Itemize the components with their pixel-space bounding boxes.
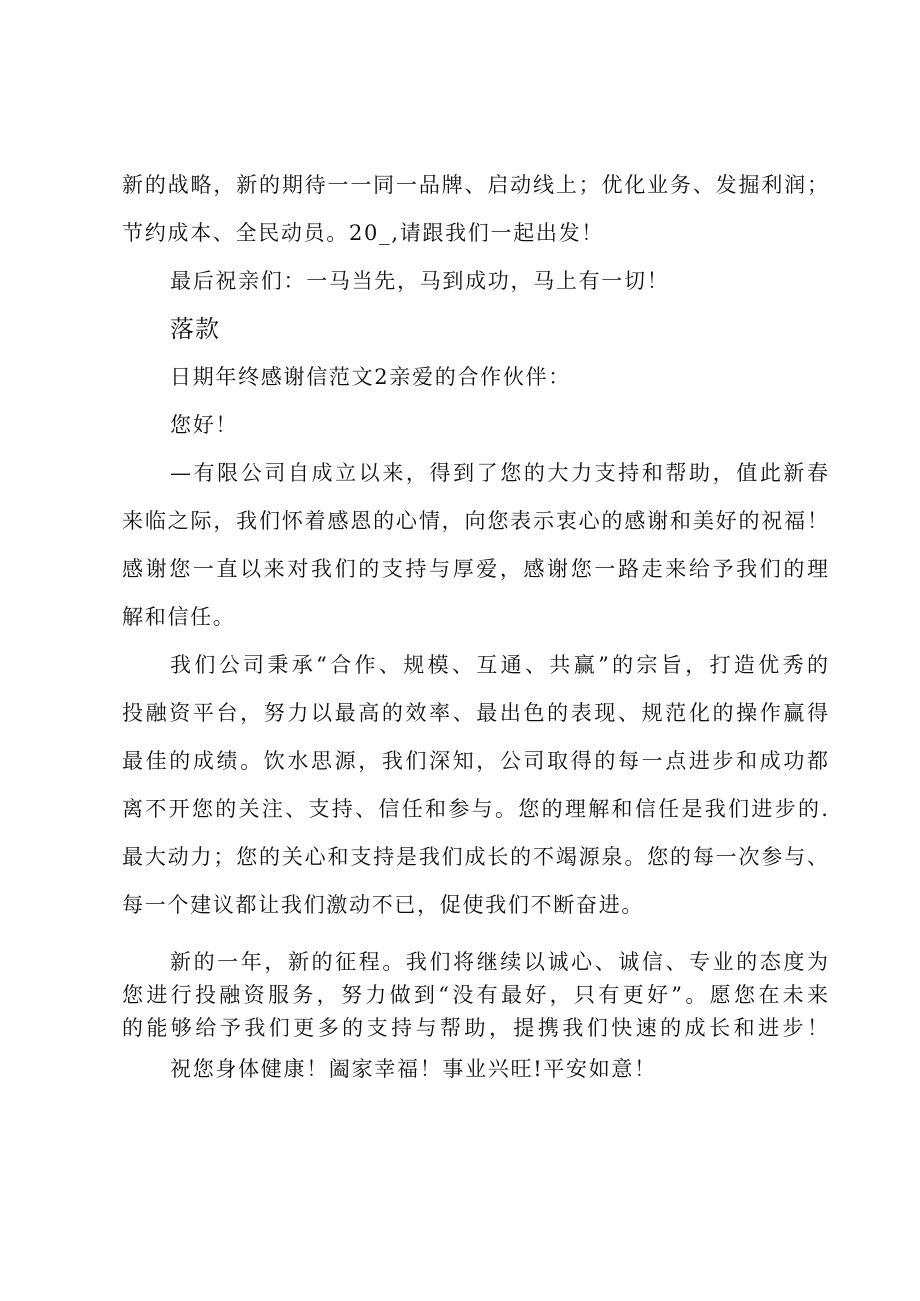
text-line: 每一个建议都让我们激动不已，促使我们不断奋进。	[122, 893, 645, 917]
text-line: 我们公司秉承“合作、规模、互通、共赢”的宗旨，打造优秀的	[170, 653, 828, 677]
paragraph-1	[122, 449, 828, 641]
text-line: 感谢您一直以来对我们的支持与厚爱，感谢您一路走来给予我们的理	[122, 557, 828, 581]
text-line: 最大动力；您的关心和支持是我们成长的不竭源泉。您的每一次参与、	[122, 845, 828, 869]
text-line: 新的一年，新的征程。我们将继续以诚心、诚信、专业的态度为	[170, 950, 828, 974]
text-line: 来临之际，我们怀着感恩的心情，向您表示衷心的感谢和美好的祝福！	[122, 509, 828, 533]
paragraph-3	[122, 946, 828, 1045]
paragraph-2	[122, 641, 828, 929]
text-line: —有限公司自成立以来，得到了您的大力支持和帮助，值此新春	[170, 461, 828, 485]
text-line: 节约成本、全民动员。20_,请跟我们一起出发！	[122, 221, 604, 245]
letter-heading: 日期年终感谢信范文2亲爱的合作伙伴：	[170, 365, 571, 389]
text-line: 解和信任。	[122, 605, 236, 629]
text-line: 您进行投融资服务，努力做到“没有最好，只有更好”。愿您在未来	[122, 983, 828, 1007]
text-line: 的能够给予我们更多的支持与帮助，提携我们快速的成长和进步！	[122, 1016, 828, 1040]
intro-paragraph	[122, 161, 828, 257]
signature-label: 落款	[170, 315, 220, 343]
wish-line: 最后祝亲们：一马当先，马到成功，马上有一切！	[170, 269, 670, 293]
greeting-line: 您好！	[170, 413, 239, 437]
document-body	[122, 161, 828, 1093]
text-line: 最佳的成绩。饮水思源，我们深知，公司取得的每一点进步和成功都	[122, 749, 828, 773]
text-line: 新的战略，新的期待一一同一品牌、启动线上；优化业务、发掘利润；	[122, 173, 828, 197]
text-line: 投融资平台，努力以最高的效率、最出色的表现、规范化的操作赢得	[122, 701, 828, 725]
closing-line: 祝您身体健康！阖家幸福！事业兴旺!平安如意！	[170, 1057, 657, 1081]
text-line: 离不开您的关注、支持、信任和参与。您的理解和信任是我们进步的.	[122, 797, 828, 821]
